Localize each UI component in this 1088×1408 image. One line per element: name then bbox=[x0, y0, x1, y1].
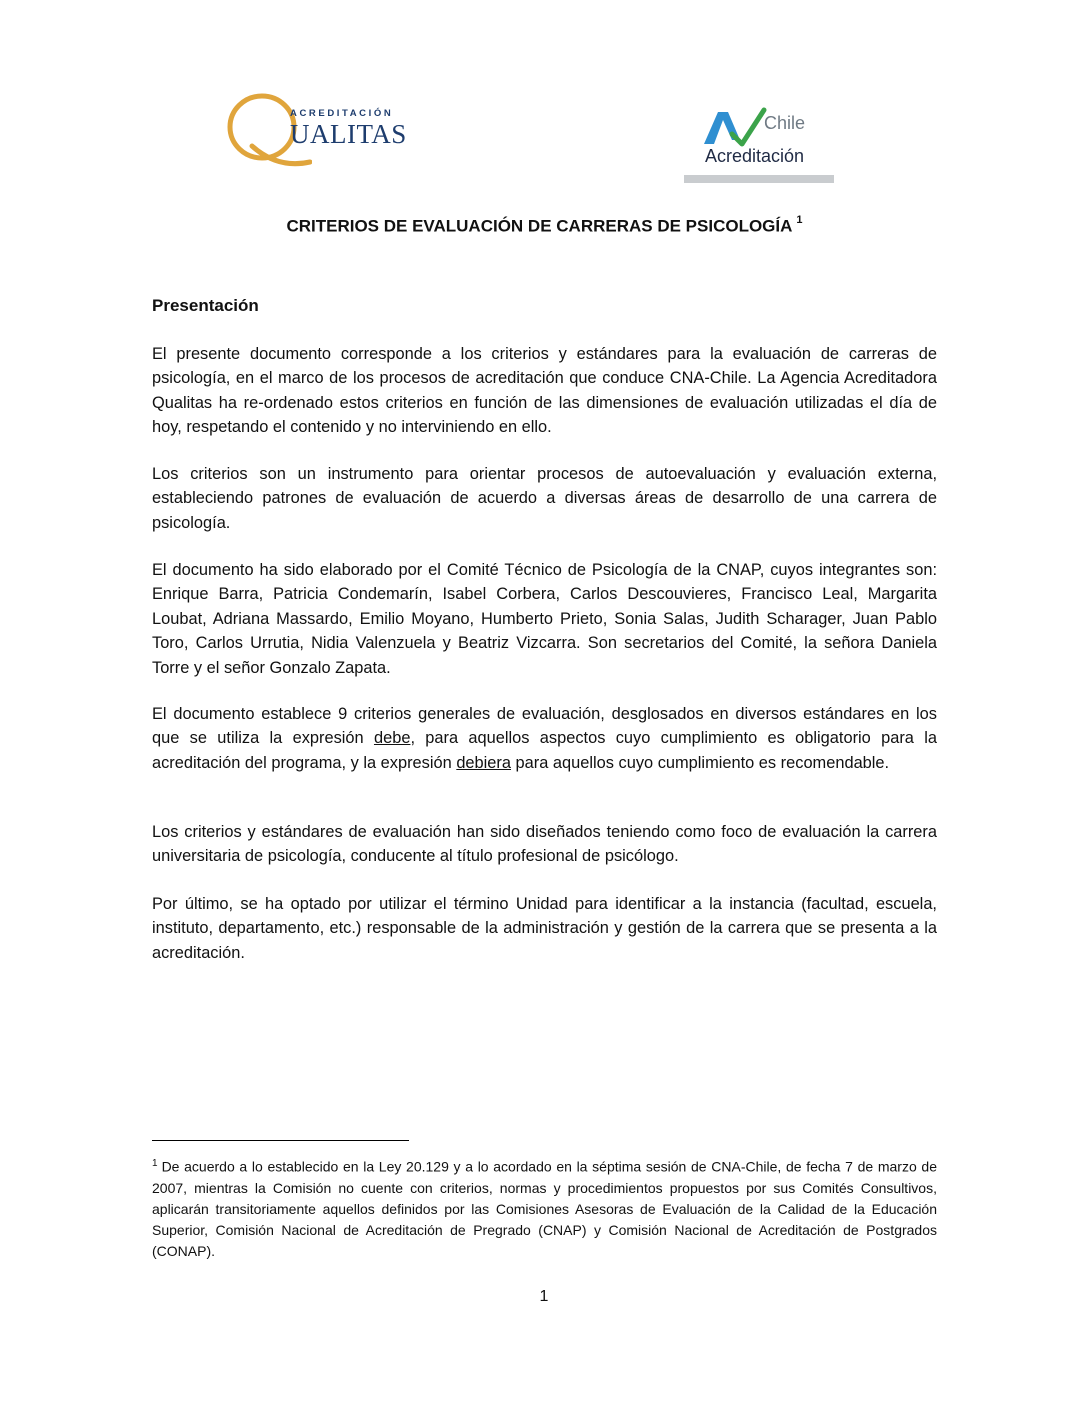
qualitas-logo bbox=[222, 84, 422, 184]
cna-logo-chile-text: Chile bbox=[764, 113, 806, 133]
paragraph-4-part-b: , para aquellos aspectos cuyo cumplimiento es obligatorio para la acreditación del programa, y la expresión bbox=[152, 729, 937, 772]
footnote bbox=[152, 1153, 937, 1262]
paragraph-2: Los criterios son un instrumento para orientar procesos de autoevaluación y evaluación externa, estableciendo patrones de evaluación de acuerdo a diversas áreas de desarrollo de una carrera de psicología. bbox=[152, 465, 937, 532]
paragraph-4-part-a: El documento establece 9 criterios generales de evaluación, desglosados en diversos estándares en los que se utiliza la expresión bbox=[152, 705, 937, 748]
footnote-text: De acuerdo a lo establecido en la Ley 20.129 y a lo acordado en la séptima sesión de CNA-Chile, de fecha 7 de marzo de 2007, mientras la Comisión no cuente con criterios, normas y procedimientos propuestos por sus Comités Consultivos, aplicarán transitoriamente aquellos definidos por las Comisiones Asesoras de Evaluación de la Calidad de la Educación Superior, Comisión Nacional de Acreditación de Pregrado (CNAP) y Comisión Nacional de Acreditación de Postgrados (CONAP). bbox=[152, 1158, 937, 1259]
cna-check-icon bbox=[702, 104, 772, 148]
document-title-text: CRITERIOS DE EVALUACIÓN DE CARRERAS DE PSICOLOGÍA bbox=[286, 216, 793, 236]
term-debiera: debiera bbox=[456, 753, 511, 772]
cna-chile-logo bbox=[684, 98, 834, 184]
paragraph-3: El documento ha sido elaborado por el Comité Técnico de Psicología de la CNAP, cuyos integrantes son: Enrique Barra, Patricia Condemarín, Isabel Corbera, Carlos Descouvieres, Francisco Leal, Margarita Loubat, Adriana Massardo, Emilio Moyano, Humberto Prieto, Sonia Salas, Judith Scharager, Juan Pablo Toro, Carlos Urrutia, Nidia Valenzuela y Beatriz Vizcarra. Son secretarios del Comité, la señora Daniela Torre y el señor Gonzalo Zapata. bbox=[152, 561, 937, 677]
document-title bbox=[152, 216, 937, 237]
paragraph-4-part-c: para aquellos cuyo cumplimiento es recomendable. bbox=[511, 753, 890, 772]
footnote-mark: 1 bbox=[152, 1158, 158, 1169]
cna-logo-bar bbox=[684, 175, 834, 183]
qualitas-logo-small-text: ACREDITACIÓN bbox=[290, 108, 394, 119]
paragraph-5: Los criterios y estándares de evaluación han sido diseñados teniendo como foco de evaluación la carrera universitaria de psicología, conducente al título profesional de psicólogo. bbox=[152, 823, 937, 866]
qualitas-logo-big-text: UALITAS bbox=[290, 119, 407, 149]
footnote-separator bbox=[152, 1140, 409, 1141]
term-debe: debe bbox=[373, 729, 411, 748]
section-heading: Presentación bbox=[152, 296, 259, 315]
title-footnote-mark[interactable]: 1 bbox=[796, 214, 803, 226]
paragraph-4 bbox=[152, 702, 937, 775]
paragraph-6: Por último, se ha optado por utilizar el término Unidad para identificar a la instancia (facultad, escuela, instituto, departamento, etc.) responsable de la administración y gestión de la carrera que se presenta a la acreditación. bbox=[152, 895, 937, 962]
page-number: 1 bbox=[539, 1288, 549, 1305]
cna-logo-acreditacion-text: Acreditación bbox=[705, 146, 805, 166]
paragraph-1: El presente documento corresponde a los criterios y estándares para la evaluación de carreras de psicología, en el marco de los procesos de acreditación que conduce CNA-Chile. La Agencia Acreditadora Qualitas ha re-ordenado estos criterios en función de las dimensiones de evaluación utilizadas el día de hoy, respetando el contenido y no interviniendo en ello. bbox=[152, 345, 937, 437]
